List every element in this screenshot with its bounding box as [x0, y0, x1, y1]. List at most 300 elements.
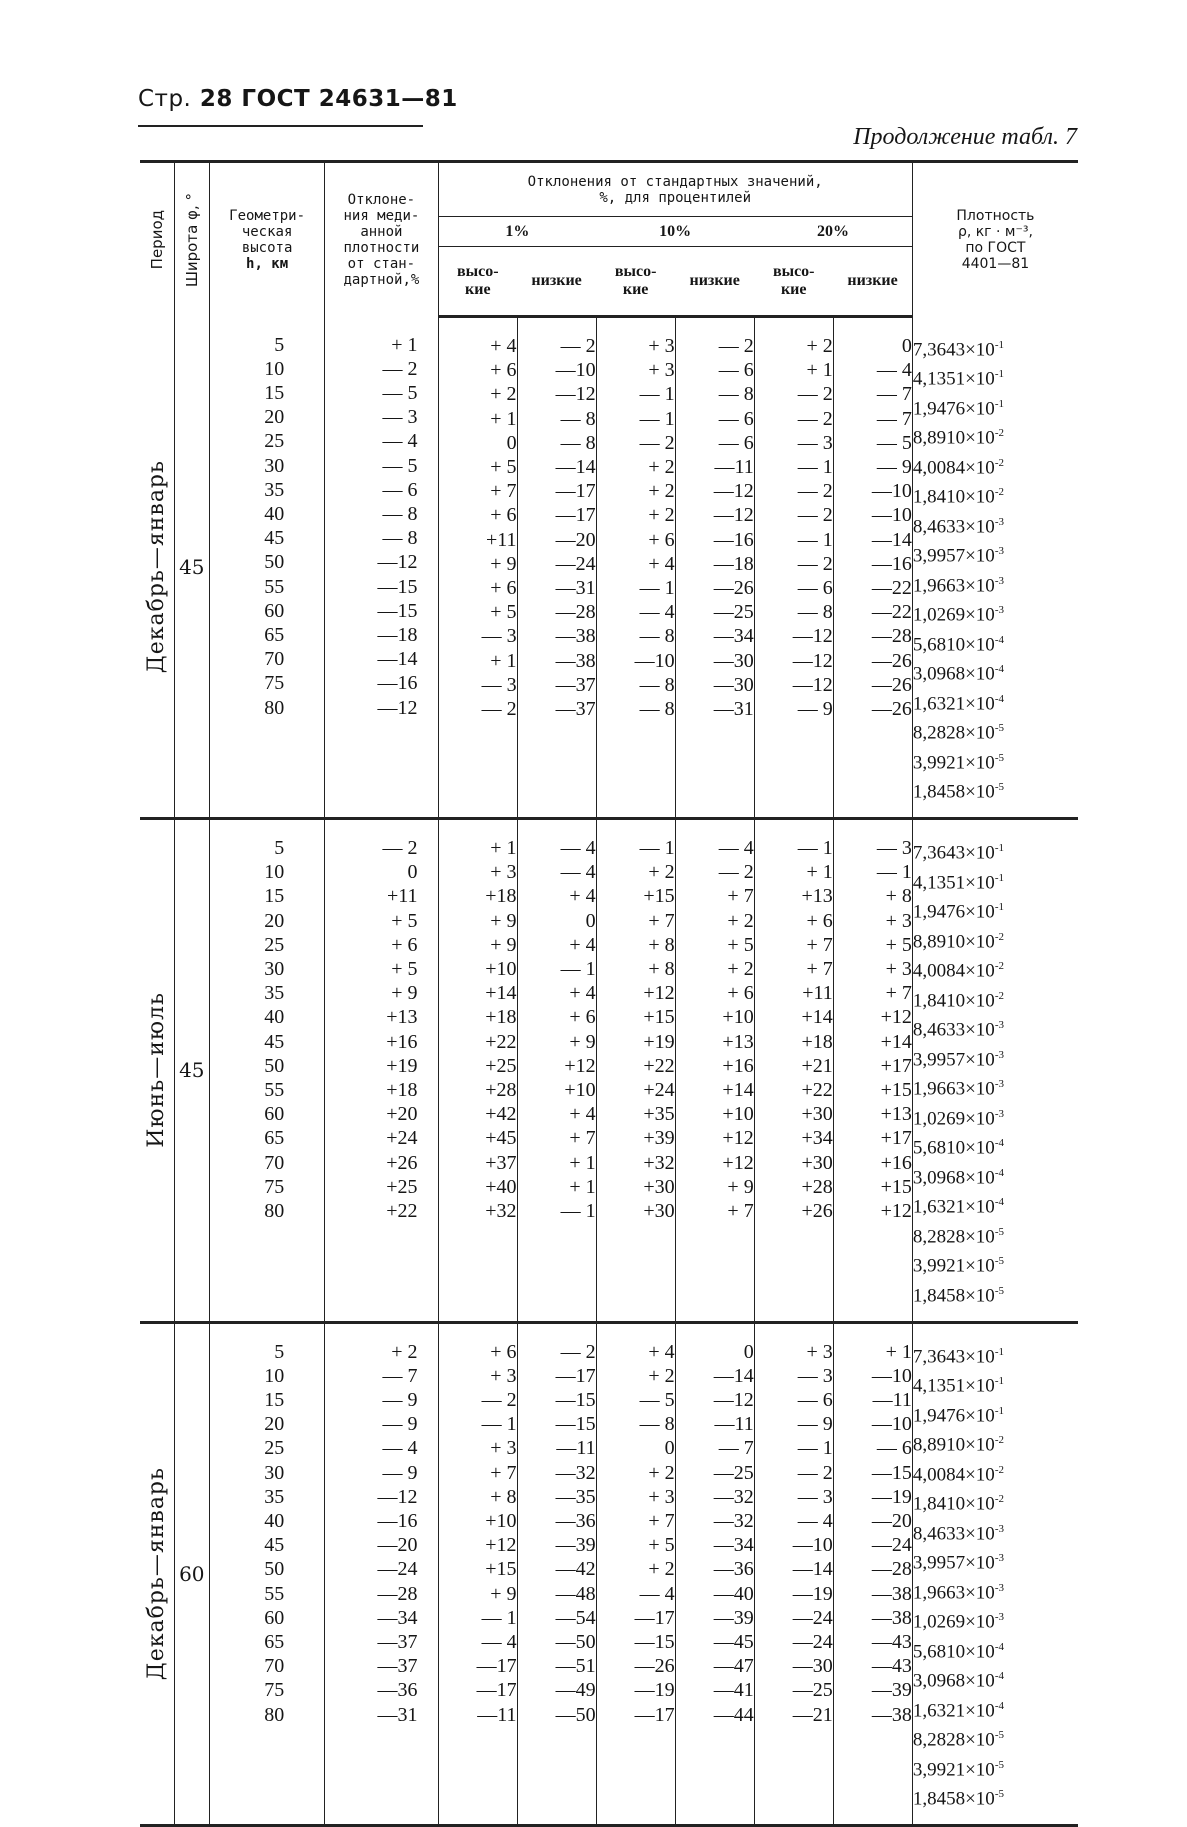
- height-value: 5: [274, 333, 285, 356]
- table-row: [140, 317, 1078, 819]
- p10-low-value: —26: [713, 577, 754, 600]
- p20-high-value: — 1: [797, 456, 833, 479]
- p20-high-value: +21: [801, 1054, 833, 1077]
- p1-high-cell: [438, 1322, 517, 1826]
- col-percentile-1: 1%: [438, 217, 596, 247]
- p1-high-value: + 7: [490, 480, 517, 503]
- p10-low-value: +14: [722, 1079, 754, 1102]
- p1-low-value: —15: [555, 1388, 596, 1411]
- p20-low-value: + 7: [885, 982, 912, 1005]
- p20-high-value: — 1: [797, 1437, 833, 1460]
- p10-low-value: + 7: [727, 1200, 754, 1223]
- density-value: $1,0269\times 10^{-3}$: [912, 604, 1004, 626]
- p10-high-value: +30: [643, 1175, 675, 1198]
- median-value: — 4: [382, 430, 418, 453]
- p10-high-cell: [596, 317, 675, 819]
- p20-high-value: +22: [801, 1079, 833, 1102]
- median-value: —12: [377, 551, 418, 574]
- density-value: $8,8910\times 10^{-2}$: [912, 930, 1004, 952]
- density-value: $3,0968\times 10^{-4}$: [912, 663, 1004, 685]
- p1-high-value: + 1: [490, 837, 517, 859]
- p10-high-value: +32: [643, 1151, 675, 1174]
- p20-high-value: —24: [792, 1606, 833, 1629]
- period-cell: Декабрь—январь: [140, 317, 174, 819]
- height-value: 45: [264, 527, 285, 550]
- p20-low-value: +16: [880, 1151, 912, 1174]
- p20-high-cell: [754, 819, 833, 1323]
- density-value: $8,2828\times 10^{-5}$: [912, 722, 1004, 744]
- height-value: 50: [264, 1054, 285, 1077]
- median-value: —12: [377, 696, 418, 719]
- median-value: +25: [386, 1175, 418, 1198]
- p20-high-value: — 3: [797, 1364, 833, 1387]
- p10-high-value: + 3: [648, 359, 675, 382]
- height-value: 25: [264, 430, 285, 453]
- p10-low-value: + 2: [727, 958, 754, 981]
- p1-high-value: — 2: [481, 698, 517, 721]
- p20-low-value: +13: [880, 1103, 912, 1126]
- p10-low-cell: [675, 1322, 754, 1826]
- p10-low-value: —12: [713, 480, 754, 503]
- median-value: —12: [377, 1485, 418, 1508]
- p10-high-value: — 2: [639, 431, 675, 454]
- median-value: +22: [386, 1200, 418, 1223]
- p10-low-value: —12: [713, 1388, 754, 1411]
- table-row: [140, 819, 1078, 1323]
- p20-high-value: + 6: [806, 909, 833, 932]
- density-value: $3,9957\times 10^{-3}$: [912, 1048, 1004, 1071]
- p20-low-cell: [833, 1322, 912, 1826]
- p10-low-value: —11: [714, 456, 754, 479]
- p20-high-value: +34: [801, 1127, 833, 1150]
- p10-low-value: + 7: [727, 885, 754, 908]
- height-value: 60: [264, 1606, 285, 1629]
- density-value: $7,3643\times 10^{-1}$: [912, 1345, 1004, 1367]
- p10-high-value: —19: [634, 1679, 675, 1702]
- p20-high-value: + 1: [806, 861, 833, 884]
- median-value: — 3: [382, 406, 418, 429]
- p20-high-value: — 3: [797, 1485, 833, 1508]
- height-value: 15: [264, 885, 285, 908]
- median-value: —36: [377, 1679, 418, 1702]
- p10-high-value: — 1: [639, 407, 675, 430]
- page-number: 28: [199, 86, 233, 112]
- median-value: +24: [386, 1127, 418, 1150]
- p20-high-value: —12: [792, 649, 833, 672]
- density-value: $3,9921\times 10^{-5}$: [912, 751, 1004, 774]
- p10-high-value: +19: [643, 1030, 675, 1053]
- density-value: $1,9476\times 10^{-1}$: [912, 901, 1004, 923]
- height-value: 80: [264, 696, 285, 719]
- p1-low-value: —54: [555, 1606, 596, 1629]
- p20-high-cell: [754, 317, 833, 819]
- density-value: $8,4633\times 10^{-3}$: [912, 1522, 1004, 1545]
- p1-high-value: + 2: [490, 383, 517, 406]
- p1-high-value: +42: [485, 1103, 517, 1126]
- p10-low-value: 0: [743, 1340, 754, 1363]
- median-value: —16: [377, 1509, 418, 1532]
- p10-high-value: —26: [634, 1655, 675, 1678]
- density-value: $1,8410\times 10^{-2}$: [912, 1493, 1004, 1515]
- height-value: 80: [264, 1200, 285, 1223]
- p10-high-value: — 1: [639, 577, 675, 600]
- height-value: 45: [264, 1534, 285, 1557]
- p1-low-value: — 8: [560, 407, 596, 430]
- density-value: $4,0084\times 10^{-2}$: [912, 960, 1004, 982]
- p1-high-value: —17: [476, 1679, 517, 1702]
- p10-high-value: —17: [634, 1606, 675, 1629]
- col-p20-low: низкие: [833, 247, 912, 317]
- p1-high-value: + 9: [490, 909, 517, 932]
- p10-low-value: — 2: [718, 861, 754, 884]
- p20-high-value: — 2: [797, 504, 833, 527]
- p20-high-value: +28: [801, 1175, 833, 1198]
- p20-low-value: —10: [871, 1364, 912, 1387]
- table-row: [140, 1322, 1078, 1826]
- p10-low-value: —25: [713, 601, 754, 624]
- period-cell: Декабрь—январь: [140, 1322, 174, 1826]
- p20-high-value: + 1: [806, 359, 833, 382]
- p10-high-value: 0: [664, 1437, 675, 1460]
- p10-high-value: + 7: [648, 1509, 675, 1532]
- median-value: +19: [386, 1054, 418, 1077]
- density-value: $1,8458\times 10^{-5}$: [912, 1284, 1004, 1307]
- p10-low-value: —45: [713, 1630, 754, 1653]
- p20-low-value: + 1: [885, 1340, 912, 1363]
- height-value: 35: [264, 982, 285, 1005]
- height-value: 20: [264, 406, 285, 429]
- p10-high-value: —15: [634, 1630, 675, 1653]
- height-value: 40: [264, 1006, 285, 1029]
- height-value: 10: [264, 861, 285, 884]
- p10-low-value: —41: [713, 1679, 754, 1702]
- p20-high-value: — 6: [797, 577, 833, 600]
- height-value: 10: [264, 357, 285, 380]
- height-value: 5: [274, 837, 285, 859]
- p10-high-value: — 1: [639, 837, 675, 859]
- p1-low-value: —50: [555, 1703, 596, 1726]
- height-value: 40: [264, 502, 285, 525]
- p10-low-value: —36: [713, 1558, 754, 1581]
- height-value: 55: [264, 1582, 285, 1605]
- p10-low-value: +13: [722, 1030, 754, 1053]
- col-percentile-20: 20%: [754, 217, 912, 247]
- median-value: + 5: [391, 958, 418, 981]
- p10-low-value: — 8: [718, 383, 754, 406]
- p1-low-value: —50: [555, 1630, 596, 1653]
- p1-high-value: + 6: [490, 1340, 517, 1363]
- p20-low-value: — 6: [876, 1437, 912, 1460]
- p10-low-value: —25: [713, 1461, 754, 1484]
- density-cell: [912, 1322, 1078, 1826]
- p1-high-value: +18: [485, 885, 517, 908]
- p1-low-value: —24: [555, 552, 596, 575]
- p10-high-value: + 5: [648, 1534, 675, 1557]
- p20-low-value: —22: [871, 601, 912, 624]
- latitude-cell: 45: [174, 317, 209, 819]
- height-value: 40: [264, 1509, 285, 1532]
- density-value: $1,9663\times 10^{-3}$: [912, 1078, 1004, 1100]
- median-value: —24: [377, 1558, 418, 1581]
- density-value: $1,8458\times 10^{-5}$: [912, 1788, 1004, 1810]
- p1-high-value: + 1: [490, 407, 517, 430]
- p20-low-value: —26: [871, 649, 912, 672]
- p20-low-value: —19: [871, 1485, 912, 1508]
- p10-low-value: +12: [722, 1151, 754, 1174]
- col-density: Плотность ρ, кг · м⁻³, по ГОСТ 4401—81: [912, 162, 1078, 317]
- p20-high-value: +11: [802, 982, 833, 1005]
- p10-low-value: +16: [722, 1054, 754, 1077]
- p20-low-value: + 3: [885, 958, 912, 981]
- p1-high-value: + 3: [490, 1364, 517, 1387]
- height-value: 30: [264, 454, 285, 477]
- p10-low-value: + 5: [727, 933, 754, 956]
- p1-low-value: —38: [555, 625, 596, 648]
- p1-low-value: — 2: [560, 1340, 596, 1363]
- p10-low-value: —44: [713, 1703, 754, 1726]
- p20-low-value: —26: [871, 698, 912, 721]
- density-value: $8,2828\times 10^{-5}$: [912, 1729, 1004, 1751]
- median-value: — 6: [382, 478, 418, 501]
- height-value: 30: [264, 1461, 285, 1484]
- p1-high-value: — 3: [481, 673, 517, 696]
- standard-number: ГОСТ 24631—81: [241, 86, 458, 112]
- p10-low-value: + 6: [727, 982, 754, 1005]
- median-cell: [325, 1322, 438, 1826]
- p1-low-value: —37: [555, 673, 596, 696]
- p20-low-value: —38: [871, 1582, 912, 1605]
- col-p1-low: низкие: [517, 247, 596, 317]
- latitude-cell: 45: [174, 819, 209, 1323]
- height-value: 55: [264, 1079, 285, 1102]
- p10-low-value: —47: [713, 1655, 754, 1678]
- median-value: —16: [377, 672, 418, 695]
- density-value: $1,6321\times 10^{-4}$: [912, 1196, 1004, 1218]
- p10-low-value: —34: [713, 1534, 754, 1557]
- p1-low-value: —48: [555, 1582, 596, 1605]
- median-value: —28: [377, 1582, 418, 1605]
- p1-low-value: —17: [555, 504, 596, 527]
- density-value: $3,9921\times 10^{-5}$: [912, 1255, 1004, 1277]
- p10-low-value: + 9: [727, 1175, 754, 1198]
- density-value: $4,1351\times 10^{-1}$: [912, 871, 1004, 893]
- p1-low-value: —38: [555, 649, 596, 672]
- p1-high-value: +45: [485, 1127, 517, 1150]
- p20-high-value: —10: [792, 1534, 833, 1557]
- p20-high-value: + 2: [806, 335, 833, 357]
- p20-high-value: +18: [801, 1030, 833, 1053]
- p1-low-value: —17: [555, 480, 596, 503]
- density-value: $1,8458\times 10^{-5}$: [912, 781, 1004, 803]
- continuation-caption: Продолжение табл. 7: [853, 124, 1077, 150]
- p1-low-value: + 1: [569, 1151, 596, 1174]
- col-latitude: Широта φ, °: [174, 162, 209, 317]
- median-value: +11: [386, 885, 418, 908]
- p1-high-value: +10: [485, 958, 517, 981]
- p1-low-cell: [517, 317, 596, 819]
- density-value: $1,6321\times 10^{-4}$: [912, 692, 1004, 715]
- p20-high-value: — 2: [797, 407, 833, 430]
- p1-low-value: + 7: [569, 1127, 596, 1150]
- height-cell: [209, 819, 324, 1323]
- density-value: $5,6810\times 10^{-4}$: [912, 633, 1004, 656]
- height-value: 15: [264, 1388, 285, 1411]
- median-value: + 9: [391, 982, 418, 1005]
- height-value: 70: [264, 648, 285, 671]
- density-value: $5,6810\times 10^{-4}$: [912, 1640, 1004, 1663]
- p1-high-cell: [438, 819, 517, 1323]
- median-value: — 4: [382, 1437, 418, 1460]
- p1-high-value: +18: [485, 1006, 517, 1029]
- p20-high-value: +30: [801, 1103, 833, 1126]
- p20-low-value: —28: [871, 625, 912, 648]
- density-value: $8,2828\times 10^{-5}$: [912, 1225, 1004, 1248]
- density-value: $1,8410\times 10^{-2}$: [912, 989, 1004, 1011]
- col-p20-high: высо- кие: [754, 247, 833, 317]
- height-value: 45: [264, 1030, 285, 1053]
- density-value: $5,6810\times 10^{-4}$: [912, 1137, 1004, 1159]
- height-value: 50: [264, 551, 285, 574]
- p1-low-value: — 2: [560, 335, 596, 357]
- p1-low-value: —15: [555, 1413, 596, 1436]
- p20-low-value: —16: [871, 552, 912, 575]
- p20-low-value: +17: [880, 1127, 912, 1150]
- p20-low-value: —38: [871, 1606, 912, 1629]
- p20-low-value: — 5: [876, 431, 912, 454]
- p20-high-cell: [754, 1322, 833, 1826]
- p10-high-value: — 8: [639, 698, 675, 721]
- p1-high-value: + 6: [490, 359, 517, 382]
- p20-low-value: —10: [871, 1413, 912, 1436]
- p1-low-value: +10: [564, 1079, 596, 1102]
- p10-high-value: — 5: [639, 1388, 675, 1411]
- p10-low-cell: [675, 317, 754, 819]
- p1-low-value: + 4: [569, 885, 596, 908]
- page-label: Стр.: [138, 86, 192, 112]
- p20-low-value: +15: [880, 1175, 912, 1198]
- height-value: 75: [264, 1175, 285, 1198]
- p10-high-value: + 4: [648, 1340, 675, 1363]
- density-value: $8,8910\times 10^{-2}$: [912, 427, 1004, 449]
- median-value: +18: [386, 1079, 418, 1102]
- density-value: $4,0084\times 10^{-2}$: [912, 1463, 1004, 1485]
- p1-low-value: —11: [556, 1437, 596, 1460]
- p1-low-cell: [517, 1322, 596, 1826]
- density-value: $1,0269\times 10^{-3}$: [912, 1611, 1004, 1633]
- median-value: +26: [386, 1151, 418, 1174]
- density-value: $1,6321\times 10^{-4}$: [912, 1699, 1004, 1722]
- p1-high-value: — 1: [481, 1413, 517, 1436]
- p1-low-cell: [517, 819, 596, 1323]
- p1-high-value: + 3: [490, 861, 517, 884]
- median-value: — 9: [382, 1413, 418, 1436]
- p1-high-value: +28: [485, 1079, 517, 1102]
- p1-high-value: +12: [485, 1534, 517, 1557]
- p20-low-value: — 1: [876, 861, 912, 884]
- p20-low-value: — 7: [876, 383, 912, 406]
- p1-low-value: —12: [555, 383, 596, 406]
- median-value: — 9: [382, 1388, 418, 1411]
- p1-low-value: —36: [555, 1509, 596, 1532]
- median-value: +16: [386, 1030, 418, 1053]
- p20-high-value: + 7: [806, 958, 833, 981]
- p10-high-value: — 1: [639, 383, 675, 406]
- height-value: 35: [264, 478, 285, 501]
- p20-low-value: + 5: [885, 933, 912, 956]
- p1-high-cell: [438, 317, 517, 819]
- median-value: — 5: [382, 454, 418, 477]
- p1-low-value: —51: [555, 1655, 596, 1678]
- p20-high-value: — 2: [797, 480, 833, 503]
- p10-low-value: —16: [713, 528, 754, 551]
- p20-high-value: — 2: [797, 552, 833, 575]
- p20-low-value: 0: [901, 335, 912, 357]
- p20-high-value: — 2: [797, 1461, 833, 1484]
- table-body: [140, 317, 1078, 1826]
- p1-low-value: 0: [585, 909, 596, 932]
- height-value: 10: [264, 1364, 285, 1387]
- p20-low-value: —11: [872, 1388, 912, 1411]
- p1-high-value: + 5: [490, 456, 517, 479]
- p10-high-value: +39: [643, 1127, 675, 1150]
- p1-low-value: —35: [555, 1485, 596, 1508]
- p1-low-value: — 8: [560, 431, 596, 454]
- p10-high-value: — 4: [639, 601, 675, 624]
- p20-high-value: — 9: [797, 1413, 833, 1436]
- height-value: 65: [264, 623, 285, 646]
- p20-low-value: —24: [871, 1534, 912, 1557]
- p10-high-value: + 2: [648, 1558, 675, 1581]
- height-value: 60: [264, 1103, 285, 1126]
- p1-high-value: —11: [477, 1703, 517, 1726]
- p10-low-value: —12: [713, 504, 754, 527]
- median-value: — 7: [382, 1364, 418, 1387]
- p20-low-value: —10: [871, 480, 912, 503]
- p20-low-value: —20: [871, 1509, 912, 1532]
- p1-high-value: +11: [486, 528, 517, 551]
- p1-low-value: + 4: [569, 982, 596, 1005]
- density-value: $7,3643\times 10^{-1}$: [912, 842, 1004, 864]
- p1-low-value: —28: [555, 601, 596, 624]
- p20-high-value: —25: [792, 1679, 833, 1702]
- median-value: + 5: [391, 909, 418, 932]
- p10-high-value: + 8: [648, 958, 675, 981]
- p20-low-value: —22: [871, 577, 912, 600]
- p10-low-value: —31: [713, 698, 754, 721]
- height-value: 70: [264, 1655, 285, 1678]
- density-value: $1,9663\times 10^{-3}$: [912, 1581, 1004, 1604]
- p1-high-value: +32: [485, 1200, 517, 1223]
- p20-low-value: +15: [880, 1079, 912, 1102]
- p10-low-value: — 6: [718, 431, 754, 454]
- p20-low-value: — 9: [876, 456, 912, 479]
- p10-low-value: — 6: [718, 407, 754, 430]
- p1-high-value: +15: [485, 1558, 517, 1581]
- density-value: $4,1351\times 10^{-1}$: [912, 368, 1004, 390]
- col-height: Геометри- ческая высота h, км: [209, 162, 324, 317]
- height-value: 25: [264, 933, 285, 956]
- median-value: —14: [377, 648, 418, 671]
- density-value: $3,0968\times 10^{-4}$: [912, 1670, 1004, 1692]
- median-value: — 2: [382, 357, 418, 380]
- p10-high-value: + 7: [648, 909, 675, 932]
- p1-low-value: + 9: [569, 1030, 596, 1053]
- p10-high-value: + 6: [648, 528, 675, 551]
- p10-low-value: —11: [714, 1413, 754, 1436]
- p20-low-value: —15: [871, 1461, 912, 1484]
- height-value: 80: [264, 1703, 285, 1726]
- median-value: + 6: [391, 933, 418, 956]
